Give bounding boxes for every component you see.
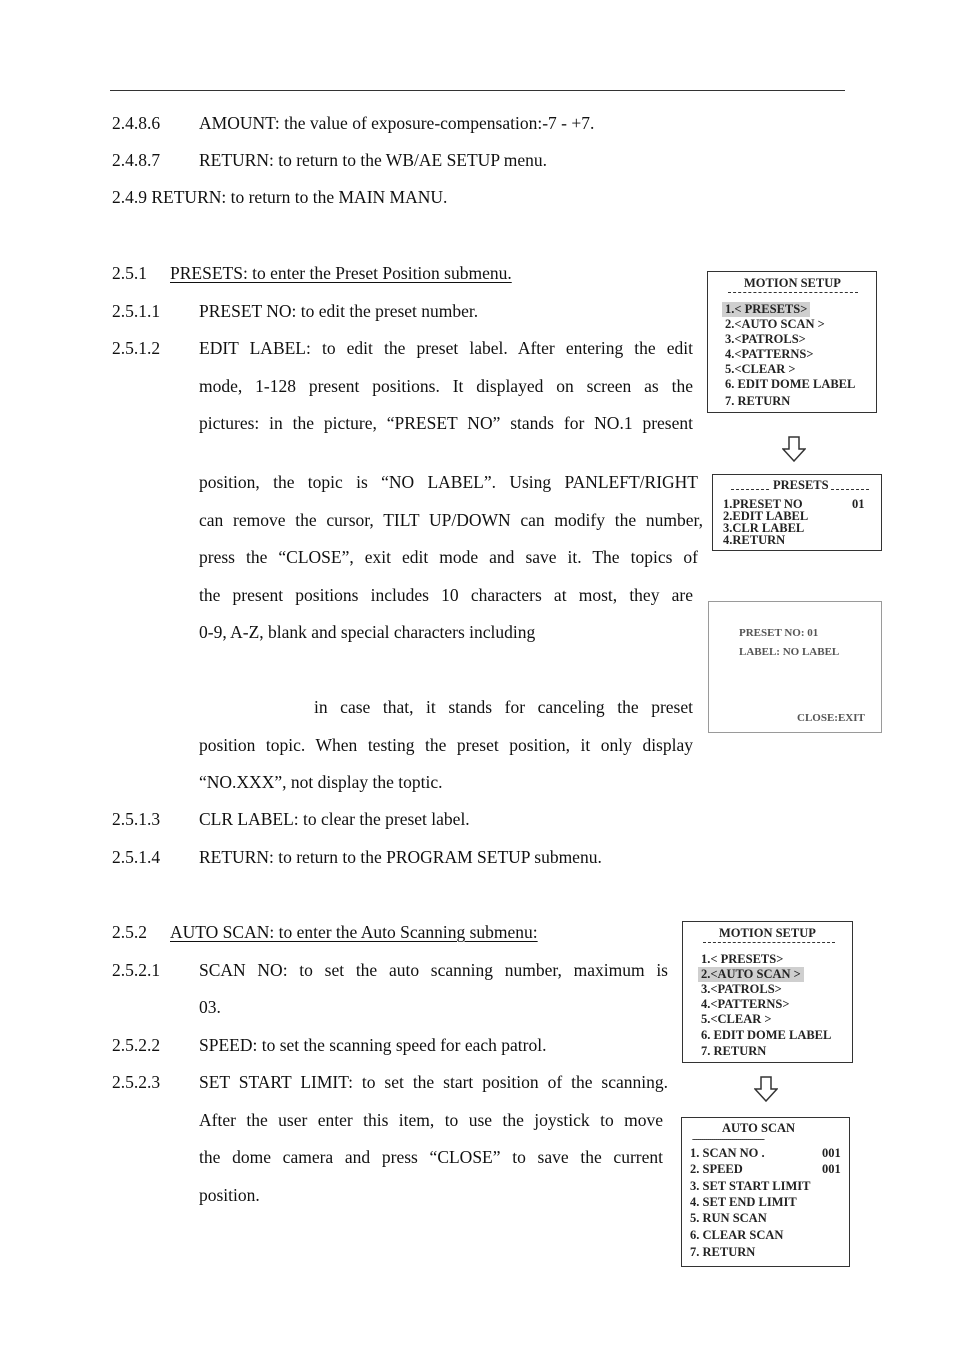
- label-text: LABEL: NO LABEL: [739, 646, 840, 658]
- menu-item: 6. CLEAR SCAN: [690, 1228, 784, 1242]
- menu-title: MOTION SETUP: [719, 926, 816, 940]
- body-text: position, the topic is “NO LABEL”. Using PANLEFT/RIGHT: [199, 472, 698, 492]
- presets-menu: [712, 474, 882, 551]
- menu-item: 5. RUN SCAN: [690, 1211, 767, 1225]
- menu-item: 1.< PRESETS>: [701, 952, 784, 966]
- body-text: mode, 1-128 present positions. It displayed on screen as the: [199, 376, 693, 396]
- menu-item: 3.<PATROLS>: [725, 332, 806, 346]
- preset-number-value: 01: [852, 497, 865, 511]
- menu-item: 3. SET START LIMIT: [690, 1179, 811, 1193]
- menu-item: 4.RETURN: [723, 533, 786, 547]
- menu-item: 2. SPEED: [690, 1162, 743, 1176]
- divider: [703, 942, 835, 943]
- menu-title: AUTO SCAN: [722, 1121, 796, 1135]
- section-heading: PRESETS: to enter the Preset Position submenu.: [170, 263, 512, 283]
- section-number: 2.5.1: [112, 263, 147, 283]
- body-text: SET START LIMIT: to set the start position of the scanning.: [199, 1072, 668, 1092]
- menu-item: 1. SCAN NO .: [690, 1146, 765, 1160]
- menu-item: 7. RETURN: [690, 1245, 756, 1259]
- section-number: 2.5.2.3: [112, 1072, 161, 1092]
- motion-setup-menu: [707, 271, 877, 413]
- body-text: can remove the cursor, TILT UP/DOWN can modify the number,: [199, 510, 703, 530]
- menu-item: 3.<PATROLS>: [701, 982, 782, 996]
- section-number: 2.5.1.1: [112, 301, 161, 321]
- body-text: pictures: in the picture, “PRESET NO” stands for NO.1 present: [199, 413, 693, 433]
- body-text: SPEED: to set the scanning speed for each patrol.: [199, 1035, 547, 1055]
- menu-item: 2.<AUTO SCAN >: [725, 317, 825, 331]
- menu-item: 6. EDIT DOME LABEL: [701, 1028, 832, 1042]
- divider: [728, 292, 858, 293]
- close-exit-text: CLOSE:EXIT: [797, 712, 865, 724]
- body-text: RETURN: to return to the WB/AE SETUP menu.: [199, 150, 548, 170]
- menu-item: 1.PRESET NO: [723, 497, 803, 511]
- menu-item: 2.EDIT LABEL: [723, 509, 809, 523]
- menu-item: 5.<CLEAR >: [725, 362, 796, 376]
- body-text: 0-9, A-Z, blank and special characters including: [199, 622, 536, 642]
- body-text: in case that, it stands for canceling the preset: [314, 697, 693, 717]
- body-text: press the “CLOSE”, exit edit mode and save it. The topics of: [199, 547, 698, 567]
- body-text: 2.4.9 RETURN: to return to the MAIN MANU.: [112, 187, 448, 207]
- menu-title: PRESETS: [773, 478, 829, 492]
- section-number: 2.4.8.7: [112, 150, 161, 170]
- body-text: EDIT LABEL: to edit the preset label. After entering the edit: [199, 338, 693, 358]
- section-number: 2.4.8.6: [112, 113, 161, 133]
- body-text: SCAN NO: to set the auto scanning number, maximum is: [199, 960, 668, 980]
- speed-value: 001: [822, 1162, 841, 1176]
- preset-number-text: PRESET NO: 01: [739, 627, 819, 639]
- section-number: 2.5.2.2: [112, 1035, 161, 1055]
- menu-item: 3.CLR LABEL: [723, 521, 805, 535]
- body-text: 03.: [199, 997, 221, 1017]
- section-number: 2.5.1.3: [112, 809, 161, 829]
- divider: ------------------------------------: [692, 1134, 764, 1144]
- body-text: the present positions includes 10 characters at most, they are: [199, 585, 693, 605]
- section-number: 2.5.2.1: [112, 960, 161, 980]
- header-rule: [110, 90, 845, 91]
- scan-number-value: 001: [822, 1146, 841, 1160]
- menu-item: 4.<PATTERNS>: [725, 347, 814, 361]
- body-text: “NO.XXX”, not display the toptic.: [199, 772, 443, 792]
- body-text: position topic. When testing the preset position, it only display: [199, 735, 693, 755]
- menu-item: 4.<PATTERNS>: [701, 997, 790, 1011]
- body-text: After the user enter this item, to use the joystick to move: [199, 1110, 663, 1130]
- menu-item: 2.<AUTO SCAN >: [698, 967, 804, 982]
- auto-scan-menu: [681, 1117, 850, 1267]
- body-text: RETURN: to return to the PROGRAM SETUP submenu.: [199, 847, 602, 867]
- body-text: AMOUNT: the value of exposure-compensation:-7 - +7.: [199, 113, 595, 133]
- menu-item: 6. EDIT DOME LABEL: [725, 377, 856, 391]
- menu-item: 5.<CLEAR >: [701, 1012, 772, 1026]
- down-arrow-icon: [754, 1076, 778, 1102]
- body-text: PRESET NO: to edit the preset number.: [199, 301, 479, 321]
- section-number: 2.5.2: [112, 922, 147, 942]
- menu-title: MOTION SETUP: [744, 276, 841, 290]
- section-number: 2.5.1.2: [112, 338, 161, 358]
- menu-item: 1.< PRESETS>: [722, 302, 810, 317]
- menu-item: 7. RETURN: [701, 1044, 767, 1058]
- preset-label-screen: [708, 601, 882, 733]
- section-heading: AUTO SCAN: to enter the Auto Scanning submenu:: [170, 922, 538, 942]
- motion-setup-menu: [682, 921, 853, 1063]
- body-text: CLR LABEL: to clear the preset label.: [199, 809, 470, 829]
- section-number: 2.5.1.4: [112, 847, 161, 867]
- menu-item: 4. SET END LIMIT: [690, 1195, 797, 1209]
- body-text: the dome camera and press “CLOSE” to save the current: [199, 1147, 663, 1167]
- down-arrow-icon: [782, 436, 806, 462]
- menu-item: 7. RETURN: [725, 394, 791, 408]
- body-text: position.: [199, 1185, 260, 1205]
